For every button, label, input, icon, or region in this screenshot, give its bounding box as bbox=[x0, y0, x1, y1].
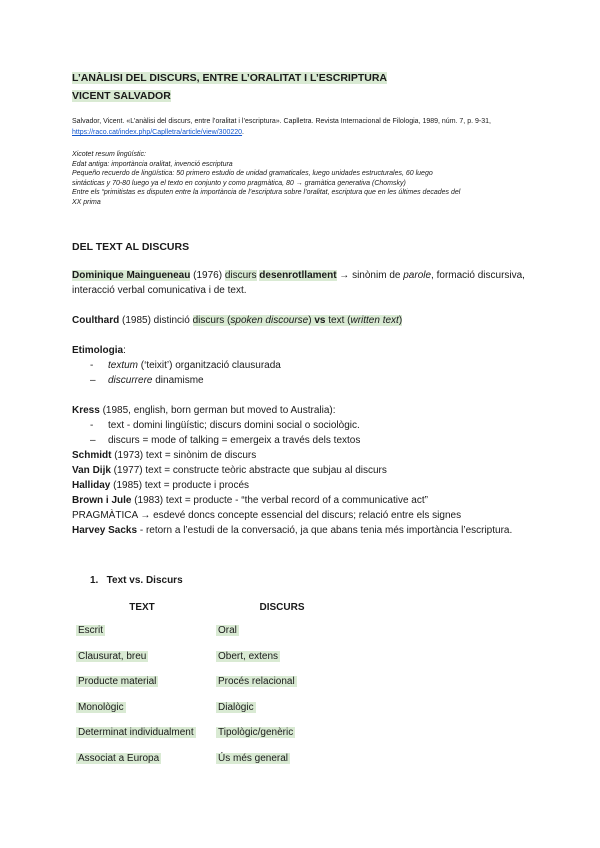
cell-text: Dialògic bbox=[218, 701, 254, 713]
term: spoken discourse bbox=[230, 315, 309, 326]
etimologia-block bbox=[72, 343, 532, 388]
comparison-table bbox=[72, 596, 352, 771]
table-row bbox=[72, 695, 352, 721]
text-span: , formació discursiva, interacció verbal comunicativa i de text. bbox=[72, 270, 525, 296]
table-header: DISCURS bbox=[259, 601, 305, 613]
cell-text: Procés relacional bbox=[218, 676, 295, 688]
highlight: desenrotllament bbox=[259, 270, 337, 281]
author-name: Brown i Jule bbox=[72, 495, 132, 506]
highlight: discurs ( bbox=[192, 315, 231, 326]
section-heading: DEL TEXT AL DISCURS bbox=[72, 241, 190, 253]
list-item bbox=[90, 373, 532, 388]
etimologia-label: Etimologia bbox=[72, 345, 124, 356]
text-span: (1976) bbox=[190, 270, 225, 281]
notes-block bbox=[72, 150, 532, 207]
highlight: ) bbox=[398, 315, 403, 326]
list-item: – discurs = mode of talking = emergeix a través dels textos bbox=[90, 433, 532, 448]
title-line-1: L’ANÀLISI DEL DISCURS, ENTRE L’ORALITAT I L’ESCRIPTURA bbox=[72, 72, 388, 84]
table-cell bbox=[72, 669, 212, 695]
table-cell bbox=[72, 644, 212, 670]
note-line: sintácticas y 70-80 luego ya el texto en conjunto y como pragmàtica, 80 → gramàtica generativa (Chomsky) bbox=[72, 179, 406, 187]
table-header-row bbox=[72, 596, 352, 618]
note-line: Pequeño recuerdo de lingüística: 50 primero estudio de unidad gramaticales, luego unidades estructurales, 60 luego bbox=[72, 170, 433, 177]
table-cell bbox=[212, 618, 352, 644]
paragraph-coulthard bbox=[72, 313, 532, 328]
term: parole bbox=[403, 270, 432, 281]
text-span: (‘teixit’) organització clausurada bbox=[138, 360, 281, 371]
table-cell bbox=[72, 746, 212, 772]
table-cell bbox=[212, 669, 352, 695]
text-span: (1985) text = producte i procés bbox=[110, 480, 250, 491]
text-span: → sinònim de bbox=[336, 270, 404, 281]
pragmatica-line: PRAGMÀTICA → esdevé doncs concepte essencial del discurs; relació entre els signes bbox=[72, 510, 462, 521]
note-line: Edat antiga: importància oralitat, invenció escriptura bbox=[72, 160, 233, 168]
author-name: Kress bbox=[72, 405, 100, 416]
kress-block bbox=[72, 403, 532, 538]
subsection-heading: 1. Text vs. Discurs bbox=[90, 575, 183, 586]
title-line-2: VICENT SALVADOR bbox=[72, 90, 171, 102]
table-row bbox=[72, 618, 352, 644]
citation bbox=[72, 116, 532, 138]
highlight: ) bbox=[308, 315, 315, 326]
term: textum bbox=[108, 360, 139, 371]
citation-text: Salvador, Vicent. «L’anàlisi del discurs, entre l’oralitat i l’escriptura». Caplletra. Revista Internacional de Filologia, 1989, núm. 7, p. 9-31, bbox=[72, 118, 491, 125]
citation-end: . bbox=[242, 129, 244, 136]
text-span: - retorn a l’estudi de la conversació, ja que abans tenia més importància l’escriptura. bbox=[137, 525, 513, 536]
table-cell bbox=[72, 618, 212, 644]
highlight: discurs bbox=[224, 270, 257, 281]
list-item bbox=[90, 358, 532, 373]
table-cell bbox=[212, 720, 352, 746]
term: written text bbox=[350, 315, 399, 326]
table-header: TEXT bbox=[129, 601, 155, 613]
cell-text: Producte material bbox=[78, 676, 157, 688]
definition-line bbox=[72, 448, 532, 463]
table-row bbox=[72, 746, 352, 772]
author-name: Schmidt bbox=[72, 450, 112, 461]
definition-line bbox=[72, 478, 532, 493]
cell-text: Ús més general bbox=[218, 752, 289, 764]
definition-line bbox=[72, 463, 532, 478]
table-row bbox=[72, 669, 352, 695]
definition-line bbox=[72, 523, 532, 538]
table-cell bbox=[212, 746, 352, 772]
highlight: text ( bbox=[325, 315, 351, 326]
cell-text: Escrit bbox=[78, 625, 103, 637]
text-span: (1973) text = sinònim de discurs bbox=[111, 450, 257, 461]
table-row bbox=[72, 720, 352, 746]
table-cell bbox=[72, 695, 212, 721]
text-span: (1977) text = constructe teòric abstracte que subjau al discurs bbox=[110, 465, 387, 476]
table-cell bbox=[212, 695, 352, 721]
cell-text: Determinat individualment bbox=[78, 727, 194, 739]
table-cell bbox=[212, 644, 352, 670]
cell-text: Obert, extens bbox=[218, 650, 279, 662]
text-span: (1983) text = producte - “the verbal record of a communicative act” bbox=[131, 495, 428, 506]
list-item: - text - domini lingüístic; discurs domini social o sociològic. bbox=[90, 418, 532, 433]
author-name: Dominique Maingueneau bbox=[72, 270, 191, 281]
citation-link[interactable]: https://raco.cat/index.php/Caplletra/article/view/300220 bbox=[72, 129, 243, 136]
author-name: Harvey Sacks bbox=[72, 525, 138, 536]
paragraph-maingueneau bbox=[72, 268, 532, 298]
text-span: (1985, english, born german but moved to Australia): bbox=[99, 405, 336, 416]
document-title bbox=[72, 68, 532, 104]
author-name: Coulthard bbox=[72, 315, 120, 326]
cell-text: Associat a Europa bbox=[78, 752, 160, 764]
cell-text: Monològic bbox=[78, 701, 124, 713]
text-span: (1985) distinció bbox=[119, 315, 193, 326]
term: discurrere bbox=[108, 375, 153, 386]
cell-text: Clausurat, breu bbox=[78, 650, 147, 662]
note-line: XX prima bbox=[72, 198, 101, 206]
definition-line bbox=[72, 493, 532, 508]
text-span: dinamisme bbox=[152, 375, 204, 386]
table-row bbox=[72, 644, 352, 670]
cell-text: Tipològic/genèric bbox=[218, 727, 294, 739]
cell-text: Oral bbox=[218, 625, 237, 637]
author-name: Van Dijk bbox=[72, 465, 111, 476]
author-name: Halliday bbox=[72, 480, 111, 491]
note-line: Entre els “primitistas es disputen entre la importància de l’escriptura sobre l’oralitat, escriptura que en les últimes decades del bbox=[72, 189, 461, 196]
highlight: vs bbox=[314, 315, 326, 326]
text-span: : bbox=[123, 345, 126, 356]
table-cell bbox=[72, 720, 212, 746]
note-line: Xicotet resum lingüístic: bbox=[72, 151, 146, 158]
